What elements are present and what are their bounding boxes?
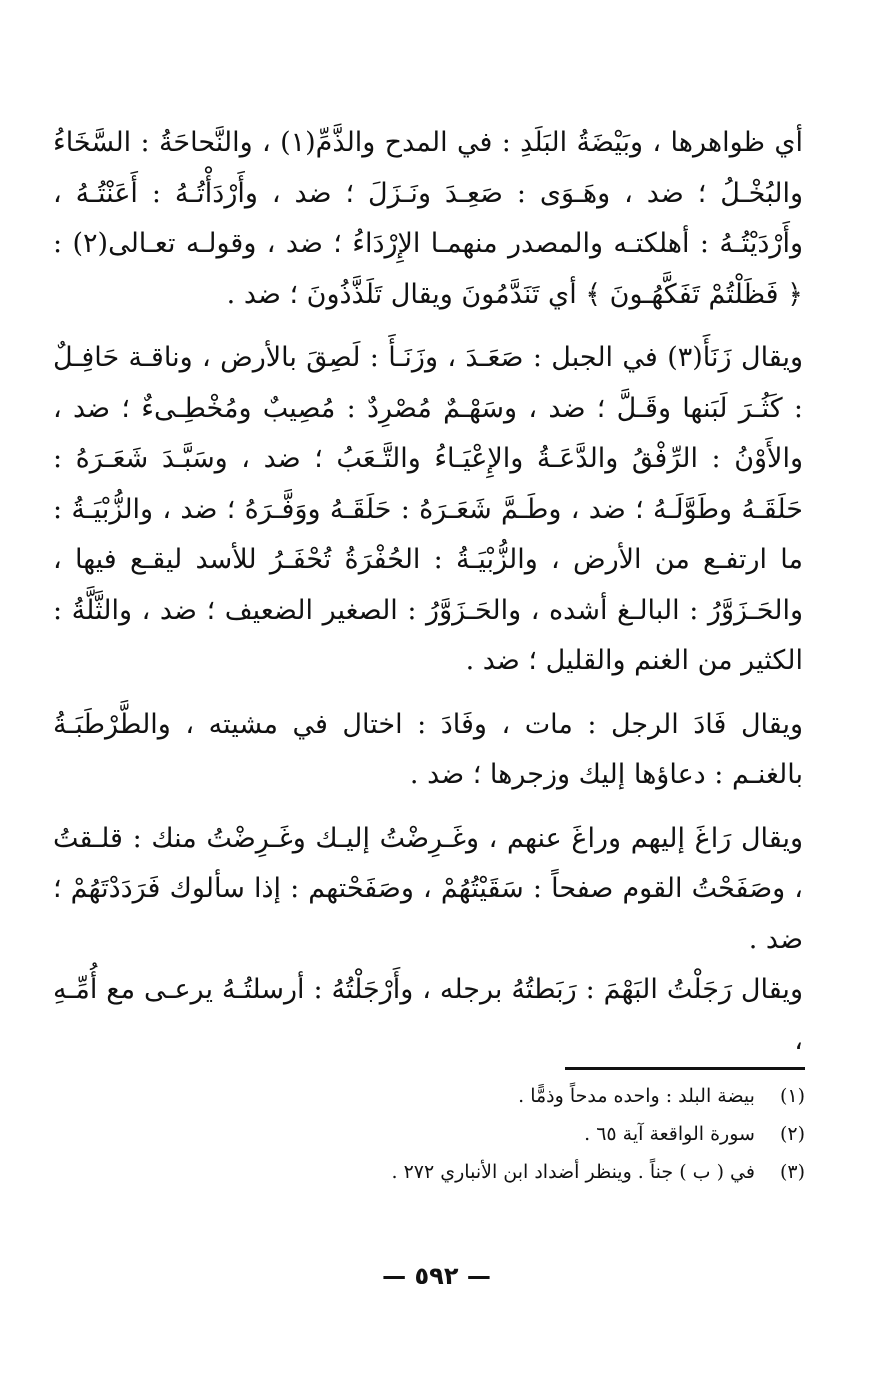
footnote-number: (٣)	[779, 1161, 805, 1183]
footnote-3	[65, 1153, 805, 1191]
footnote-text: بيضة البلد : واحده مدحاً وذمًّا .	[518, 1085, 755, 1107]
footnotes-list	[65, 1077, 805, 1191]
footnote-text: في ( ب ) جناً . وينظر أضداد ابن الأنباري ٢٧٢ .	[391, 1161, 755, 1183]
paragraph-2: ويقال زَنَأَ(٣) في الجبل : صَعَـدَ ، وزَنَـأَ : لَصِقَ بالأرض ، وناقـة حَافِـلٌ : كَثُـرَ لَبَنها وقَـلَّ ؛ ضد ، وسَهْـمٌ مُصْرِدٌ : مُصِيبٌ ومُخْطِـىءٌ ؛ ضد ، والأَوْنُ : الرِّفْقُ والدَّعَـةُ والإِعْيَـاءُ والتَّـعَبُ ؛ ضد ، وسَبَّـدَ شَعَـرَهُ : حَلَقَـهُ وطَوَّلَـهُ ؛ ضد ، وطَـمَّ شَعَـرَهُ : حَلَقَـهُ ووَفَّـرَهُ ؛ ضد ، والزُّبْيَـةُ : ما ارتفـع من الأرض ، والزُّبْيَـةُ : الحُفْرَةُ تُحْفَـرُ للأسد ليقـع فيها ، والحَـزَوَّرُ : البالـغ أشده ، والحَـزَوَّرُ : الصغير الضعيف ؛ ضد ، والثَّلَّةُ : الكثير من الغنم والقليل ؛ ضد .	[53, 342, 804, 676]
footnote-separator	[565, 1067, 805, 1070]
main-text	[53, 118, 803, 1066]
footnote-1	[65, 1077, 805, 1115]
footnote-number: (١)	[779, 1085, 805, 1107]
paragraph-4: ويقال رَاغَ إليهم وراغَ عنهم ، وغَـرِضْتُ إليـك وغَـرِضْتُ منك : قلـقتُ ، وصَفَحْتُ القوم صفحاً : سَقَيْتُهُمْ ، وصَفَحْتهم : إذا سألوك فَرَدَدْتَهُمْ ؛ ضد .	[53, 822, 803, 955]
footnote-text: سورة الواقعة آية ٦٥ .	[584, 1123, 755, 1145]
page-number: — ٥٩٢ —	[382, 1262, 491, 1290]
paragraph-1: أي ظواهرها ، وبَيْضَةُ البَلَدِ : في المدح والذَّمِّ(١) ، والنَّحاحَةُ : السَّخَاءُ والبُخْـلُ ؛ ضد ، وهَـوَى : صَعِـدَ ونَـزَلَ ؛ ضد ، وأَرْدَأْتُـهُ : أَعَنْتُـهُ ، وأَرْدَيْتُـهُ : أهلكتـه والمصدر منهمـا الإِرْدَاءُ ؛ ضد ، وقولـه تعـالى(٢) : ﴿ فَظَلْتُمْ تَفَكَّهُـونَ ﴾ أي تَنَدَّمُونَ ويقال تَلَذَّذُونَ ؛ ضد .	[53, 127, 803, 310]
paragraph-5: ويقال رَجَلْتُ البَهْمَ : رَبَطتُهُ برجله ، وأَرْجَلْتُهُ : أرسلتُـهُ يرعـى مع أُمِّـهِ ،	[53, 974, 803, 1056]
footnote-2	[65, 1115, 805, 1153]
footnote-number: (٢)	[779, 1123, 805, 1145]
paragraph-3: ويقال فَادَ الرجل : مات ، وفَادَ : اختال في مشيته ، والطَّرْطَبَـةُ بالغنـم : دعاؤها إليك وزجرها ؛ ضد .	[53, 708, 803, 790]
